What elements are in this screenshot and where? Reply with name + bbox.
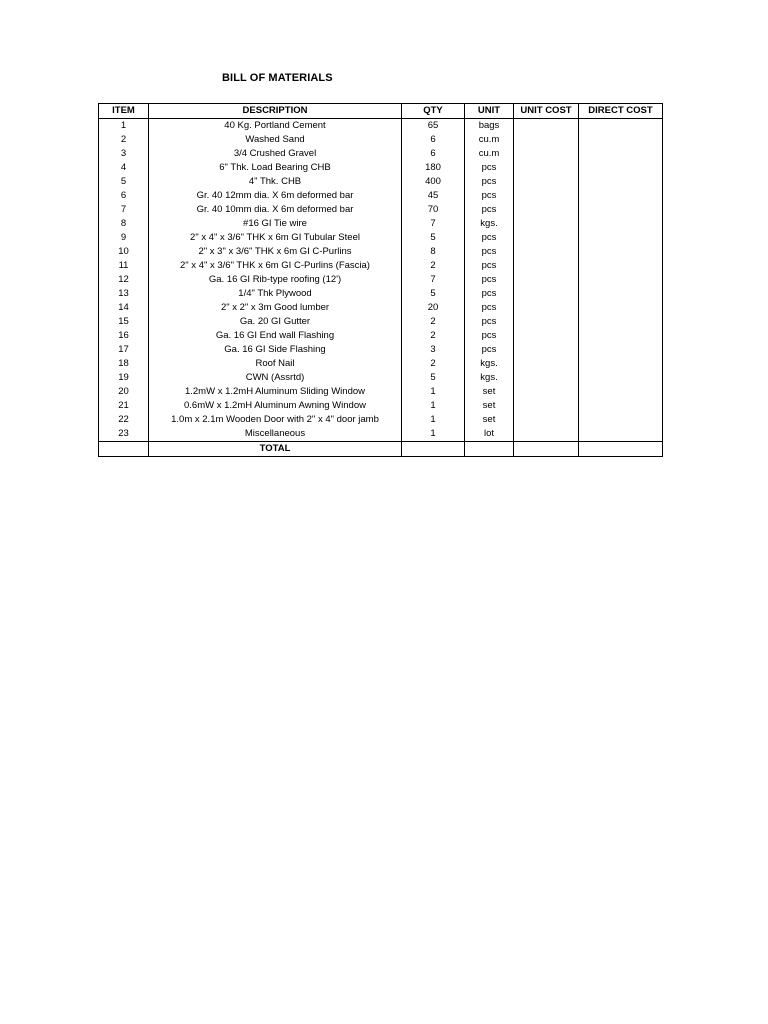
unit-cell: bags [465,119,514,134]
direct-cost-cell [579,133,663,147]
unit-cost-cell [514,287,579,301]
direct-cost-cell [579,203,663,217]
unit-cost-cell [514,273,579,287]
direct-cost-cell [579,413,663,427]
item-cell: 23 [99,427,149,442]
unit-cell: pcs [465,175,514,189]
direct-cost-cell [579,175,663,189]
qty-cell: 70 [402,203,465,217]
direct-cost-cell [579,189,663,203]
table-row [99,301,663,315]
header-description: DESCRIPTION [149,104,402,119]
bill-of-materials-table [98,103,663,457]
total-direct-cost-cell [579,442,663,457]
table-row [99,203,663,217]
unit-cost-cell [514,385,579,399]
table-row [99,385,663,399]
description-cell: 2" x 3" x 3/6" THK x 6m GI C-Purlins [149,245,402,259]
item-cell: 21 [99,399,149,413]
unit-cost-cell [514,175,579,189]
qty-cell: 5 [402,287,465,301]
direct-cost-cell [579,259,663,273]
unit-cost-cell [514,189,579,203]
table-row [99,273,663,287]
direct-cost-cell [579,287,663,301]
unit-cell: set [465,413,514,427]
description-cell: Gr. 40 10mm dia. X 6m deformed bar [149,203,402,217]
qty-cell: 1 [402,399,465,413]
description-cell: 40 Kg. Portland Cement [149,119,402,134]
direct-cost-cell [579,385,663,399]
description-cell: 0.6mW x 1.2mH Aluminum Awning Window [149,399,402,413]
item-cell: 2 [99,133,149,147]
header-direct-cost: DIRECT COST [579,104,663,119]
direct-cost-cell [579,315,663,329]
item-cell: 16 [99,329,149,343]
unit-cell: pcs [465,203,514,217]
table-row [99,217,663,231]
unit-cell: cu.m [465,133,514,147]
qty-cell: 45 [402,189,465,203]
table-row [99,245,663,259]
qty-cell: 5 [402,371,465,385]
unit-cell: cu.m [465,147,514,161]
direct-cost-cell [579,147,663,161]
table-row [99,427,663,442]
direct-cost-cell [579,357,663,371]
unit-cell: pcs [465,161,514,175]
description-cell: 1.0m x 2.1m Wooden Door with 2" x 4" door jamb [149,413,402,427]
unit-cost-cell [514,301,579,315]
total-qty-cell [402,442,465,457]
total-unit-cost-cell [514,442,579,457]
description-cell: #16 GI Tie wire [149,217,402,231]
qty-cell: 65 [402,119,465,134]
unit-cost-cell [514,343,579,357]
qty-cell: 7 [402,217,465,231]
table-row [99,371,663,385]
item-cell: 3 [99,147,149,161]
item-cell: 10 [99,245,149,259]
item-cell: 20 [99,385,149,399]
unit-cell: kgs. [465,217,514,231]
description-cell: 1.2mW x 1.2mH Aluminum Sliding Window [149,385,402,399]
table-row [99,175,663,189]
description-cell: Roof Nail [149,357,402,371]
table-body [99,119,663,442]
item-cell: 7 [99,203,149,217]
direct-cost-cell [579,329,663,343]
unit-cost-cell [514,427,579,442]
qty-cell: 5 [402,231,465,245]
unit-cost-cell [514,315,579,329]
qty-cell: 1 [402,413,465,427]
direct-cost-cell [579,343,663,357]
description-cell: CWN (Assrtd) [149,371,402,385]
unit-cell: pcs [465,273,514,287]
item-cell: 19 [99,371,149,385]
table-row [99,259,663,273]
qty-cell: 6 [402,133,465,147]
table-row [99,231,663,245]
description-cell: 3/4 Crushed Gravel [149,147,402,161]
description-cell: 2" x 4" x 3/6" THK x 6m GI C-Purlins (Fascia) [149,259,402,273]
item-cell: 5 [99,175,149,189]
table-row [99,357,663,371]
unit-cell: pcs [465,245,514,259]
qty-cell: 2 [402,315,465,329]
table-row [99,287,663,301]
table-row [99,161,663,175]
unit-cell: pcs [465,343,514,357]
unit-cell: pcs [465,315,514,329]
description-cell: Washed Sand [149,133,402,147]
qty-cell: 20 [402,301,465,315]
table-row [99,413,663,427]
description-cell: 2" x 2" x 3m Good lumber [149,301,402,315]
unit-cost-cell [514,399,579,413]
item-cell: 15 [99,315,149,329]
unit-cost-cell [514,217,579,231]
unit-cell: pcs [465,301,514,315]
table-row [99,189,663,203]
total-label: TOTAL [149,442,402,457]
total-item-cell [99,442,149,457]
unit-cost-cell [514,161,579,175]
direct-cost-cell [579,217,663,231]
unit-cost-cell [514,371,579,385]
description-cell: Miscellaneous [149,427,402,442]
unit-cell: pcs [465,329,514,343]
unit-cost-cell [514,231,579,245]
table-row [99,147,663,161]
item-cell: 13 [99,287,149,301]
table-row [99,133,663,147]
item-cell: 17 [99,343,149,357]
direct-cost-cell [579,301,663,315]
table-row [99,315,663,329]
table-row [99,119,663,134]
unit-cost-cell [514,203,579,217]
description-cell: Ga. 16 GI End wall Flashing [149,329,402,343]
item-cell: 18 [99,357,149,371]
direct-cost-cell [579,399,663,413]
table-header-row [99,104,663,119]
unit-cost-cell [514,245,579,259]
qty-cell: 180 [402,161,465,175]
unit-cell: set [465,399,514,413]
unit-cell: kgs. [465,357,514,371]
direct-cost-cell [579,119,663,134]
item-cell: 11 [99,259,149,273]
direct-cost-cell [579,371,663,385]
unit-cell: pcs [465,189,514,203]
item-cell: 9 [99,231,149,245]
description-cell: Ga. 16 GI Side Flashing [149,343,402,357]
unit-cell: pcs [465,287,514,301]
unit-cost-cell [514,329,579,343]
header-qty: QTY [402,104,465,119]
qty-cell: 1 [402,427,465,442]
unit-cell: pcs [465,231,514,245]
direct-cost-cell [579,427,663,442]
unit-cost-cell [514,357,579,371]
unit-cell: pcs [465,259,514,273]
item-cell: 12 [99,273,149,287]
description-cell: Gr. 40 12mm dia. X 6m deformed bar [149,189,402,203]
item-cell: 4 [99,161,149,175]
qty-cell: 3 [402,343,465,357]
item-cell: 22 [99,413,149,427]
unit-cost-cell [514,259,579,273]
qty-cell: 7 [402,273,465,287]
qty-cell: 6 [402,147,465,161]
direct-cost-cell [579,245,663,259]
item-cell: 1 [99,119,149,134]
unit-cell: lot [465,427,514,442]
direct-cost-cell [579,161,663,175]
direct-cost-cell [579,231,663,245]
unit-cell: kgs. [465,371,514,385]
direct-cost-cell [579,273,663,287]
item-cell: 8 [99,217,149,231]
qty-cell: 2 [402,357,465,371]
header-unit-cost: UNIT COST [514,104,579,119]
item-cell: 14 [99,301,149,315]
description-cell: 6" Thk. Load Bearing CHB [149,161,402,175]
description-cell: Ga. 16 GI Rib-type roofing (12') [149,273,402,287]
unit-cost-cell [514,133,579,147]
table-row [99,329,663,343]
total-row [99,442,663,457]
description-cell: 2" x 4" x 3/6" THK x 6m GI Tubular Steel [149,231,402,245]
description-cell: 1/4" Thk Plywood [149,287,402,301]
item-cell: 6 [99,189,149,203]
header-item: ITEM [99,104,149,119]
header-unit: UNIT [465,104,514,119]
unit-cost-cell [514,147,579,161]
qty-cell: 8 [402,245,465,259]
unit-cell: set [465,385,514,399]
unit-cost-cell [514,413,579,427]
qty-cell: 1 [402,385,465,399]
qty-cell: 2 [402,259,465,273]
total-unit-cell [465,442,514,457]
table-row [99,399,663,413]
document-title: BILL OF MATERIALS [222,72,333,84]
qty-cell: 400 [402,175,465,189]
description-cell: Ga. 20 GI Gutter [149,315,402,329]
unit-cost-cell [514,119,579,134]
qty-cell: 2 [402,329,465,343]
description-cell: 4" Thk. CHB [149,175,402,189]
table-row [99,343,663,357]
